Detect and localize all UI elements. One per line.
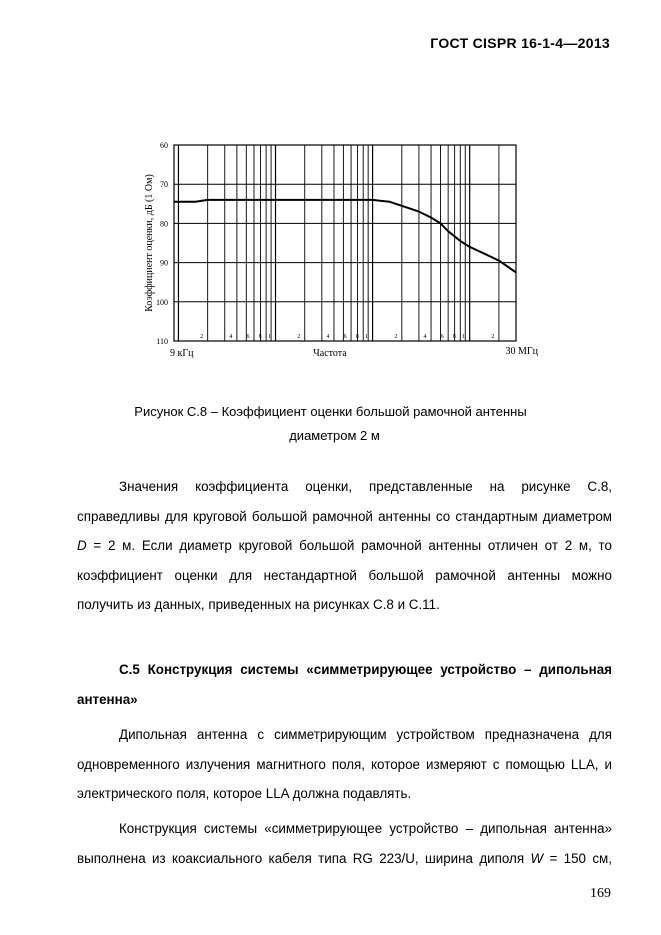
page-number: 169	[590, 886, 611, 901]
x-minor-label: 4	[229, 334, 233, 340]
paragraph-2-line: одновременного излучения магнитного поля, которое измеряют с помощью LLA, и	[77, 756, 612, 772]
x-minor-label: 2	[297, 334, 301, 340]
variable-d: D	[77, 538, 87, 553]
x-minor-label: 4	[326, 334, 330, 340]
x-start-label: 9 кГц	[170, 348, 194, 359]
y-tick-label: 90	[160, 258, 168, 268]
y-tick-label: 70	[160, 180, 168, 190]
y-tick-label: 60	[160, 141, 168, 150]
paragraph-2	[77, 720, 612, 809]
paragraph-1-line: Значения коэффициента оценки, представленные на рисунке С.8,	[119, 479, 612, 494]
x-minor-label: 6	[246, 334, 250, 340]
x-minor-label: 1	[268, 334, 272, 340]
section-heading-line-1: С.5 Конструкция системы «симметрирующее устройство – дипольная	[119, 662, 612, 677]
paragraph-1-line: коэффициент оценки для нестандартной большой рамочной антенны можно	[77, 567, 612, 583]
paragraph-3	[77, 814, 612, 873]
x-end-label: 30 МГц	[505, 346, 538, 357]
figure-caption-line-1: Рисунок С.8 – Коэффициент оценки большой рамочной антенны	[134, 404, 527, 419]
paragraph-2-line: Дипольная антенна с симметрирующим устройством предназначена для	[119, 727, 612, 742]
x-minor-label: 1	[365, 334, 369, 340]
section-heading	[77, 655, 612, 714]
paragraph-3-line: Конструкция системы «симметрирующее устройство – дипольная антенна»	[119, 821, 612, 836]
x-minor-label: 8	[258, 334, 262, 340]
x-minor-label: 8	[355, 334, 359, 340]
figure-caption-line-2: диаметром 2 м	[289, 428, 380, 443]
paragraph-2-line: электрического поля, которое LLA должна подавлять.	[77, 786, 412, 801]
paragraph-1-line: D = 2 м. Если диаметр круговой большой рамочной антенны отличен от 2 м, то	[77, 538, 612, 553]
x-minor-label: 6	[343, 334, 347, 340]
rating-factor-curve	[174, 200, 516, 273]
document-header: ГОСТ CISPR 16-1-4—2013	[430, 35, 610, 51]
x-minor-label: 2	[491, 334, 495, 340]
y-tick-label: 100	[156, 297, 168, 307]
x-minor-label: 1	[462, 334, 466, 340]
y-tick-label: 110	[156, 337, 168, 346]
x-axis-label: Частота	[313, 348, 347, 359]
x-minor-label: 2	[394, 334, 398, 340]
x-minor-label: 2	[200, 334, 204, 340]
x-minor-label: 6	[440, 334, 444, 340]
x-minor-label: 8	[452, 334, 456, 340]
paragraph-3-line: выполнена из коаксиального кабеля типа RG 223/U, ширина диполя W = 150 см,	[77, 850, 612, 866]
y-axis-label: Коэффициент оценки, дБ (1 Ом)	[144, 174, 155, 312]
paragraph-1-line: справедливы для круговой большой рамочной антенны со стандартным диаметром	[77, 508, 612, 524]
paragraph-1	[77, 472, 612, 620]
rating-factor-chart	[0, 0, 661, 380]
variable-w: W	[530, 850, 544, 866]
x-minor-label: 4	[423, 334, 427, 340]
section-heading-line-2: антенна»	[77, 691, 138, 707]
figure-caption	[0, 400, 661, 448]
paragraph-1-line: получить из данных, приведенных на рисунках С.8 и С.11.	[77, 597, 440, 612]
y-tick-label: 80	[160, 219, 168, 229]
